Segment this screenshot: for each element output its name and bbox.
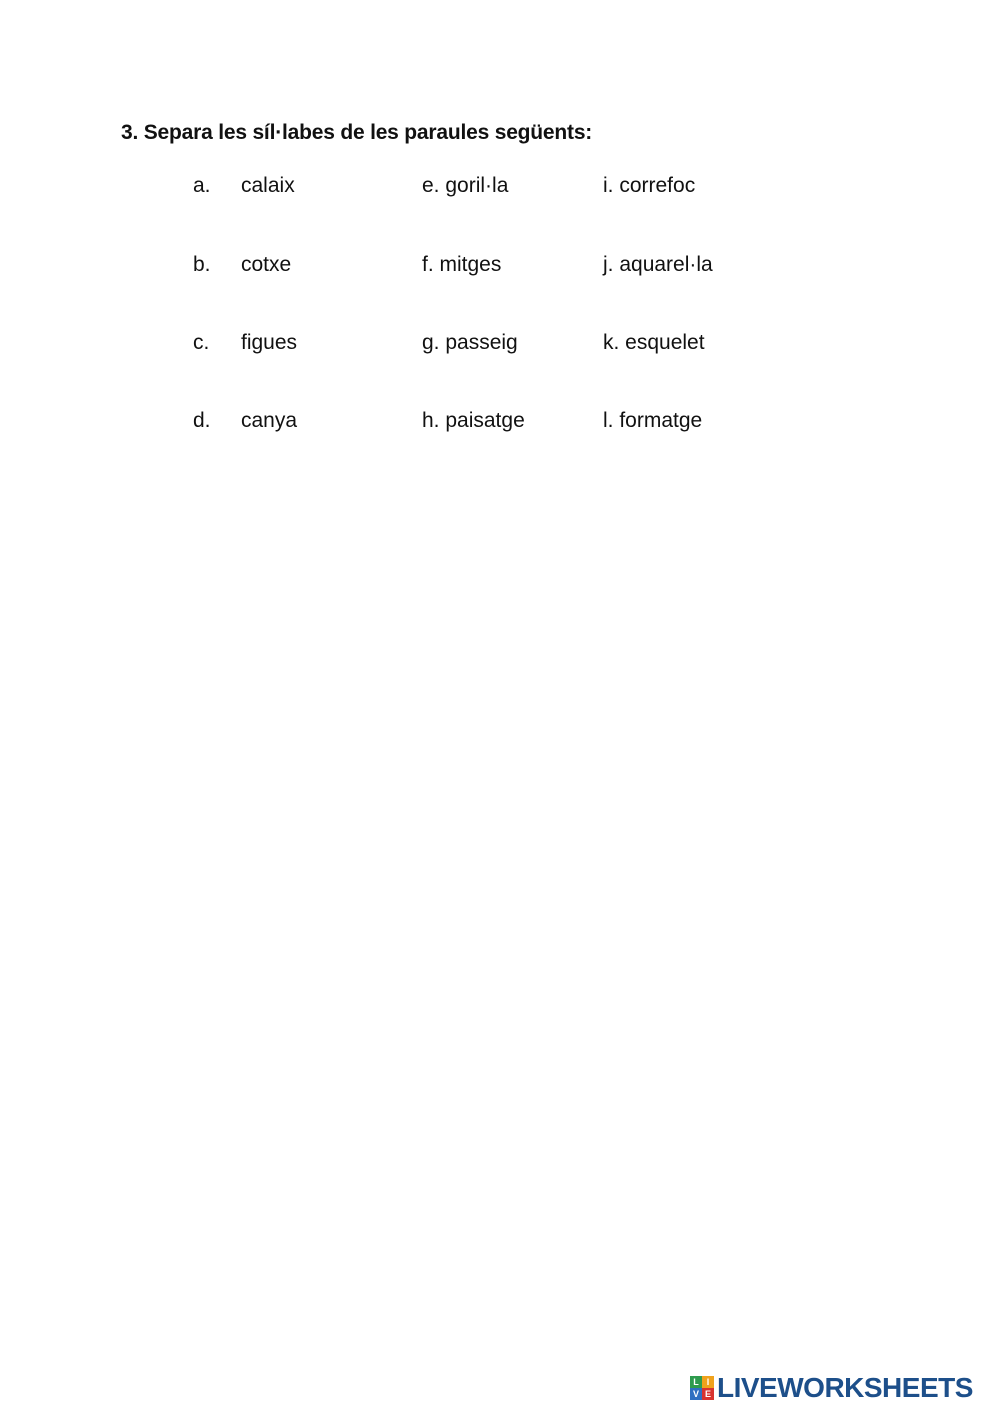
word-item: l. formatge: [603, 409, 703, 432]
liveworksheets-logo: [690, 1373, 973, 1403]
word-item: i. correfoc: [603, 174, 696, 197]
exercise-row: [0, 253, 999, 283]
row-letter: c.: [193, 331, 210, 354]
exercise-title: 3. Separa les síl·labes de les paraules següents:: [121, 121, 593, 144]
word-item: j. aquarel·la: [603, 253, 713, 276]
exercise-row: [0, 409, 999, 439]
word-item: canya: [241, 409, 298, 432]
logo-mark-cell: E: [702, 1388, 714, 1400]
exercise-row: [0, 331, 999, 361]
word-item: cotxe: [241, 253, 292, 276]
row-letter: b.: [193, 253, 211, 276]
word-item: k. esquelet: [603, 331, 705, 354]
row-letter: a.: [193, 174, 211, 197]
word-item: g. passeig: [422, 331, 518, 354]
logo-mark-cell: V: [690, 1388, 702, 1400]
word-item: f. mitges: [422, 253, 502, 276]
logo-mark-cell: L: [690, 1376, 702, 1388]
word-item: e. goril·la: [422, 174, 509, 197]
word-item: h. paisatge: [422, 409, 525, 432]
row-letter: d.: [193, 409, 211, 432]
exercise-row: [0, 174, 999, 204]
logo-mark-cell: I: [702, 1376, 714, 1388]
word-item: figues: [241, 331, 298, 354]
word-item: calaix: [241, 174, 295, 197]
logo-text: LIVEWORKSHEETS: [717, 1372, 973, 1403]
liveworksheets-logo-icon: [690, 1376, 714, 1400]
